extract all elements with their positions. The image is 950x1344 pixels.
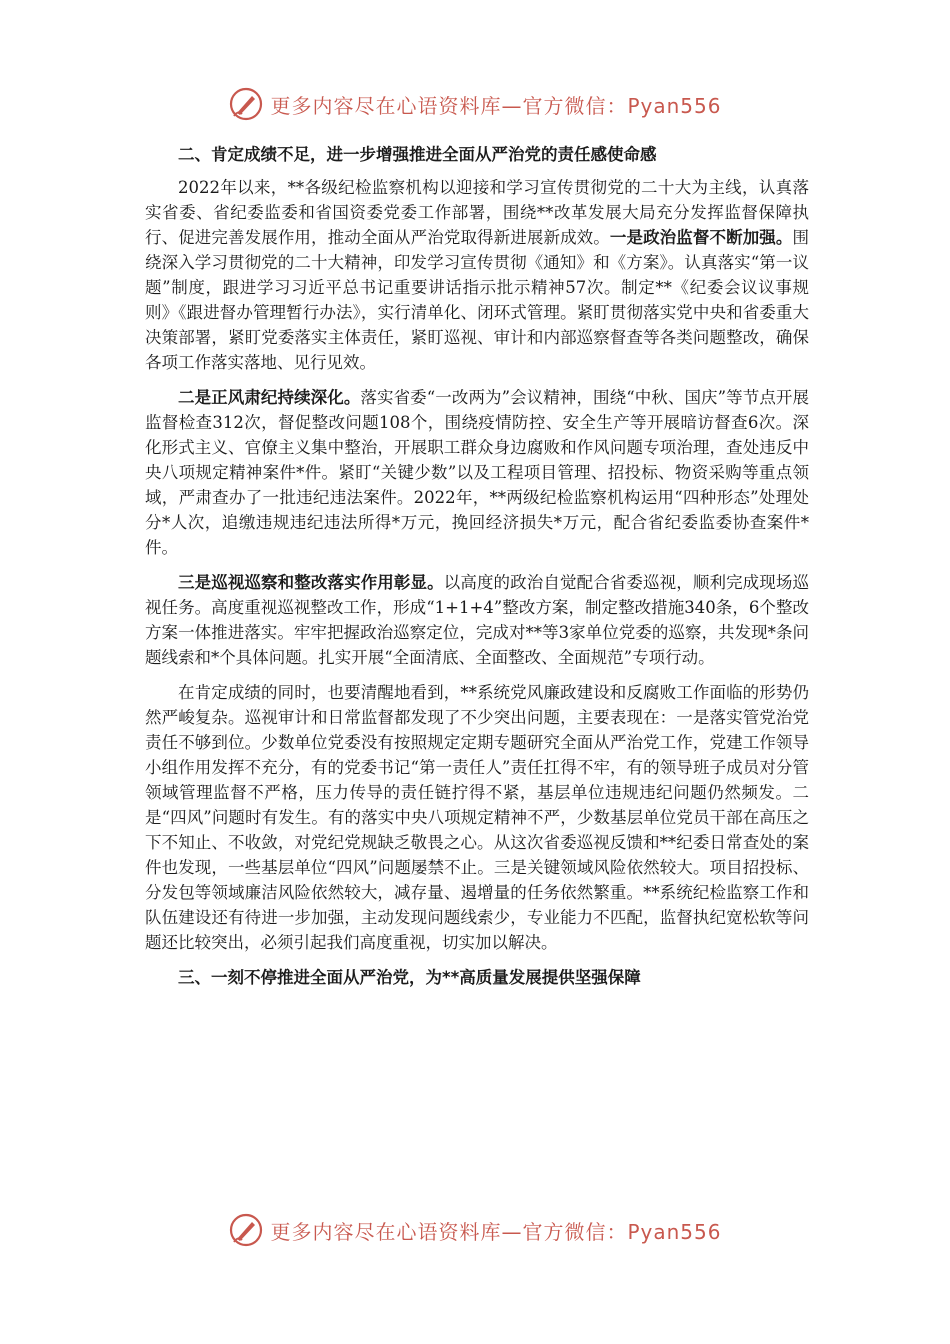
watermark-banner-top <box>0 84 950 124</box>
point-one-lead: 一是政治监督不断加强。 <box>609 228 793 247</box>
point-three-lead: 三是巡视巡察和整改落实作用彰显。 <box>178 573 444 592</box>
section-heading-3: 三、一刻不停推进全面从严治党，为**高质量发展提供坚强保障 <box>178 968 641 987</box>
paragraph-point-three: 三是巡视巡察和整改落实作用彰显。以高度的政治自觉配合省委巡视，顺利完成现场巡视任务。高度重视巡视整改工作，形成“1+1+4”整改方案，制定整改措施340条，6个整改方案一体推进落实。牢牢把握政治巡察定位，完成对**等3家单位党委的巡察，共发现*条问题线索和*个具体问题。扎实开展“全面清底、全面整改、全面规范”专项行动。 <box>145 573 810 667</box>
watermark-text-bottom: 更多内容尽在心语资料库—官方微信：Pyan556 <box>270 1219 722 1244</box>
paragraph-problems: 在肯定成绩的同时，也要清醒地看到，**系统党风廉政建设和反腐败工作面临的形势仍然严峻复杂。巡视审计和日常监督都发现了不少突出问题，主要表现在：一是落实管党治党责任不够到位。少数单位党委没有按照规定定期专题研究全面从严治党工作，党建工作领导小组作用发挥不充分，有的党委书记“第一责任人”责任扛得不牢，有的领导班子成员对分管领域管理监督不严格，压力传导的责任链拧得不紧，基层单位违规违纪问题仍然频发。二是“四风”问题时有发生。有的落实中央八项规定精神不严，少数基层单位党员干部在高压之下不知止、不收敛，对党纪党规缺乏敬畏之心。从这次省委巡视反馈和**纪委日常查处的案件也发现，一些基层单位“四风”问题屡禁不止。三是关键领域风险依然较大。项目招投标、分发包等领域廉洁风险依然较大，减存量、遏增量的任务依然繁重。**系统纪检监察工作和队伍建设还有待进一步加强，主动发现问题线索少，专业能力不匹配，监督执纪宽松软等问题还比较突出，必须引起我们高度重视，切实加以解决。 <box>145 683 809 952</box>
section-heading-2: 二、肯定成绩不足，进一步增强推进全面从严治党的责任感使命感 <box>178 145 657 164</box>
watermark-banner-bottom <box>0 1210 950 1250</box>
paragraph-summary: 2022年以来，**各级纪检监察机构以迎接和学习宣传贯彻党的二十大为主线，认真落实省委、省纪委监委和省国资委党委工作部署，围绕**改革发展大局充分发挥监督保障执行、促进完善发展作用，推动全面从严治党取得新进展新成效。一是政治监督不断加强。围绕深入学习贯彻党的二十大精神，印发学习宣传贯彻《通知》和《方案》。认真落实“第一议题”制度，跟进学习习近平总书记重要讲话指示批示精神57次。制定**《纪委会议议事规则》《跟进督办管理暂行办法》，实行清单化、闭环式管理。紧盯贯彻落实党中央和省委重大决策部署，紧盯党委落实主体责任，紧盯巡视、审计和内部巡察督查等各类问题整改，确保各项工作落实落地、见行见效。 <box>145 178 810 372</box>
pen-logo-icon <box>228 86 264 122</box>
paragraph-point-two: 二是正风肃纪持续深化。落实省委“一改两为”会议精神，围绕“中秋、国庆”等节点开展监督检查312次，督促整改问题108个，围绕疫情防控、安全生产等开展暗访督查6次。深化形式主义、官僚主义集中整治，开展职工群众身边腐败和作风问题专项治理，查处违反中央八项规定精神案件*件。紧盯“关键少数”以及工程项目管理、招投标、物资采购等重点领域，严肃查办了一批违纪违法案件。2022年，**两级纪检监察机构运用“四种形态”处理处分*人次，追缴违规违纪违法所得*万元，挽回经济损失*万元，配合省纪委监委协查案件*件。 <box>145 388 809 557</box>
watermark-text-top: 更多内容尽在心语资料库—官方微信：Pyan556 <box>270 93 722 118</box>
point-two-lead: 二是正风肃纪持续深化。 <box>178 388 361 407</box>
document-body <box>145 142 809 998</box>
pen-logo-icon <box>228 1212 264 1248</box>
